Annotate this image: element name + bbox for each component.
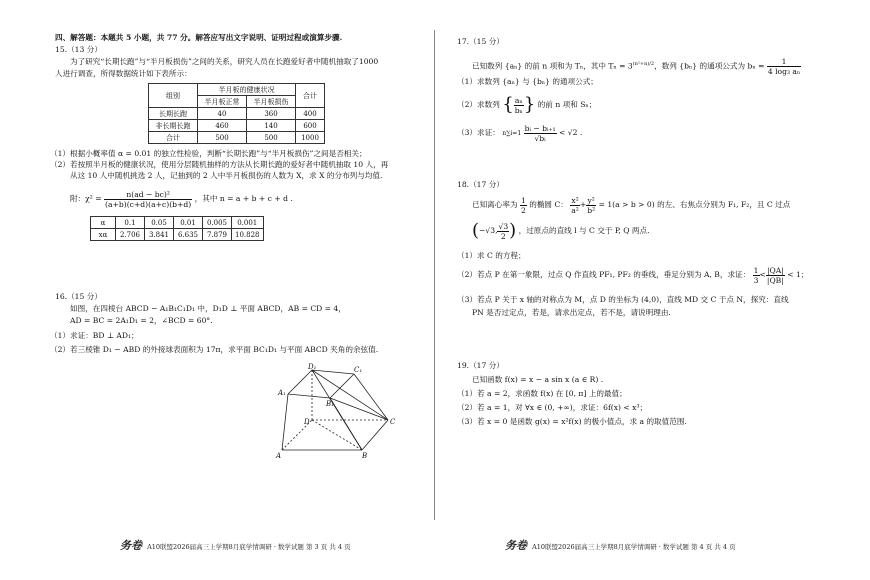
q17-fraction <box>524 124 557 143</box>
q17-fraction <box>767 57 801 76</box>
formula-suffix: ，其中 n = a + b + c + d . <box>194 194 293 203</box>
formula-prefix: 附：χ² = <box>70 194 102 203</box>
edge-a1b1 <box>288 394 330 398</box>
table-cell: 0.01 <box>174 217 203 229</box>
q18-line2 <box>472 220 650 242</box>
table-header-status: 半月板的健康状况 <box>198 84 296 96</box>
brace-close: } <box>523 94 536 115</box>
edge-a1a <box>282 394 288 450</box>
table-cell: 0.05 <box>145 217 174 229</box>
table-cell: 600 <box>296 120 325 132</box>
brace-open: { <box>502 94 514 115</box>
q17-text: 已知数列 {aₙ} 的前 n 项和为 Tₙ，其中 Tₙ = 3 <box>472 61 633 71</box>
table-cell: 6.635 <box>174 229 203 241</box>
table-row <box>149 108 325 120</box>
table-cell: 非长期长跑 <box>149 120 198 132</box>
table-cell: 0.1 <box>116 217 145 229</box>
numerator: 1 <box>520 195 526 205</box>
table-cell: 400 <box>296 108 325 120</box>
denominator: b² <box>587 205 596 215</box>
denominator: 2 <box>520 205 526 215</box>
q15-intro-line1: 为了研究“长期长跑”与“半月板损伤”之间的关系，研究人员在长跑爱好者中随机抽取了1000 <box>70 57 379 66</box>
numerator: |QA| <box>766 265 784 275</box>
section-header: 四、解答题：本题共 5 小题，共 77 分。解答应写出文字说明、证明过程或演算步骤. <box>55 33 343 42</box>
label-a1: A₁ <box>278 389 286 397</box>
table-cell: 长期长跑 <box>149 108 198 120</box>
right-footer <box>505 537 736 553</box>
q15-part1: （1）根据小概率值 α = 0.01 的独立性检验，判断“长期长跑”与“半月板损伤”之间是否相关； <box>50 149 367 158</box>
table-cell: 3.841 <box>145 229 174 241</box>
q16-part1: （1）求证：BD ⊥ AD₁； <box>50 331 139 340</box>
chi-square-formula <box>70 188 293 210</box>
q19-heading: 19.（17 分） <box>457 361 504 370</box>
segment-d1b <box>312 370 362 450</box>
q17-exponent: (n²+n)/2 <box>632 61 655 67</box>
table-cell: xα <box>91 229 116 241</box>
table-row <box>149 132 325 144</box>
numerator: y² <box>587 195 595 205</box>
q18-fraction <box>497 222 509 241</box>
q18-text: ，过原点的直线 l 与 C 交于 P, Q 两点. <box>518 226 650 235</box>
q17-fraction <box>514 96 524 115</box>
table-header-group: 组别 <box>149 84 198 108</box>
edge-bc <box>362 420 388 450</box>
q17-text: ，数列 {bₙ} 的通项公式为 bₙ = <box>654 61 765 71</box>
q18-heading: 18.（17 分） <box>457 180 504 189</box>
table-cell: 40 <box>198 108 247 120</box>
q18-text: （2）若点 P 在第一象限，过点 Q 作直线 PF₁, PF₂ 的垂线，垂足分别为 A, B，求证： <box>457 270 751 279</box>
table-cell: 500 <box>198 132 247 144</box>
right-page <box>435 0 870 580</box>
table-cell: 500 <box>247 132 296 144</box>
table-header-total: 合计 <box>296 84 325 108</box>
numerator: x² <box>571 195 579 205</box>
numerator: bᵢ − bᵢ₊₁ <box>524 123 556 133</box>
table-row <box>91 217 264 229</box>
denominator: 3 <box>753 275 759 285</box>
numerator: 1 <box>753 265 759 275</box>
q19-line1: 已知函数 f(x) = x − a sin x (a ∈ R) . <box>472 375 604 384</box>
q18-fraction <box>586 196 596 215</box>
q17-text: （3）求证： <box>457 128 500 137</box>
denominator: 4 log₃ aₙ <box>767 67 801 77</box>
edge-c1c <box>354 374 388 420</box>
q18-part1: （1）求 C 的方程； <box>457 251 526 260</box>
label-b1: B₁ <box>326 400 334 408</box>
denominator: bₙ <box>514 105 523 115</box>
q15-heading: 15.（13 分） <box>55 45 102 54</box>
q18-line1: 已知离心率为 $\frac{1}{2}$ 的椭圆 C： $\frac{\text{x²}}{\text{a²}}$ + $\frac{\text{y²}}{\text{b²}}$ = 1(a > b > 0) 的左、右焦点分别为 F₁, F₂，且 C 过点 <box>472 195 791 215</box>
denominator: a² <box>571 205 579 215</box>
denominator: |QB| <box>766 275 784 285</box>
table-cell: α <box>91 217 116 229</box>
table-cell: 1000 <box>296 132 325 144</box>
edge-d1c1 <box>312 370 354 374</box>
q17-part1: （1）求数列 {aₙ} 与 {bₙ} 的通项公式； <box>457 77 598 86</box>
q17-part3 <box>457 122 582 144</box>
paren-close: ) <box>509 220 517 241</box>
logo: 务卷 <box>505 539 527 552</box>
table-cell: 0.005 <box>203 217 232 229</box>
edge-d1a1 <box>288 370 312 394</box>
edge-b1c1 <box>330 374 354 398</box>
q18-fraction <box>520 196 527 215</box>
label-b: B <box>362 452 368 460</box>
q19-part3: （3）若 x = 0 是函数 g(x) = x²f(x) 的极小值点，求 a 的取值范围. <box>457 417 687 426</box>
logo: 务卷 <box>120 539 142 552</box>
table-cell: 360 <box>247 108 296 120</box>
q16-heading: 16.（15 分） <box>55 292 102 301</box>
numerator: √3 <box>498 221 509 231</box>
denominator: √bᵢ <box>534 133 546 143</box>
formula-fraction <box>104 190 192 209</box>
table-header-normal: 半月板正常 <box>198 96 247 108</box>
table-row <box>91 229 264 241</box>
q17-part2 <box>457 94 596 116</box>
denominator: 2 <box>500 231 506 241</box>
q18-part2: （2）若点 P 在第一象限，过点 Q 作直线 PF₁, PF₂ 的垂线，垂足分别为 A, B，求证： $\frac{1}{3}$ < $\frac{|QA|}{|QB|}$ < 1； <box>457 265 809 285</box>
table-cell: 2.706 <box>116 229 145 241</box>
q18-part3-line1: （3）若点 P 关于 x 轴的对称点为 M，点 D 的坐标为 (4,0)，直线 MD 交 C 于点 N，探究：直线 <box>457 295 789 304</box>
q18-text: 已知离心率为 <box>472 200 518 209</box>
paren-open: ( <box>472 220 480 241</box>
label-c1: C₁ <box>354 366 363 374</box>
numerator: aₙ <box>514 95 523 105</box>
label-a: A <box>276 452 282 460</box>
q18-text: 的椭圆 C： <box>529 200 568 209</box>
footer-text: A10联盟2026届高三上学期8月底学情调研 · 数学试题 第 4 页 共 4 页 <box>532 543 736 551</box>
q19-part1: （1）若 a = 2，求函数 f(x) 在 [0, π] 上的最值； <box>457 389 627 398</box>
footer-text: A10联盟2026届高三上学期8月底学情调研 · 数学试题 第 3 页 共 4 页 <box>147 543 351 551</box>
q15-part2-line1: （2）若按照半月板的健康状况，使用分层随机抽样的方法从长期长跑的爱好者中随机抽取 10 人，再 <box>50 160 389 169</box>
label-d: D <box>304 418 310 426</box>
q18-text: = 1(a > b > 0) 的左、右焦点分别为 F₁, F₂，且 C 过点 <box>598 200 791 209</box>
q15-intro-line2: 人进行调查，所得数据统计如下表所示： <box>55 69 192 78</box>
segment-bd <box>312 420 362 450</box>
table-cell: 10.828 <box>232 229 264 241</box>
formula-denominator: (a+b)(c+d)(a+c)(b+d) <box>105 199 192 209</box>
table-cell: 合计 <box>149 132 198 144</box>
q17-text: < √2 . <box>559 128 583 137</box>
table-row <box>149 120 325 132</box>
q18-part3-line2: PN 是否过定点，若是，请求出定点，若不是，请说明理由. <box>472 308 671 317</box>
q18-fraction <box>753 266 760 285</box>
table-cell: 7.879 <box>203 229 232 241</box>
q16-part2: （2）若三棱锥 D₁ − ABD 的外接球表面积为 17π，求平面 BC₁D₁ 与平面 ABCD 夹角的余弦值. <box>50 345 379 354</box>
q18-fraction <box>570 196 580 215</box>
left-footer <box>120 537 351 553</box>
q17-heading: 17.（15 分） <box>457 37 504 46</box>
q18-text: < 1； <box>787 270 809 279</box>
q17-text: （2）求数列 <box>457 100 500 109</box>
table-cell: 460 <box>198 120 247 132</box>
q16-line2: AD = BC = 2A₁D₁ = 2，∠BCD = 60°. <box>70 316 213 325</box>
summation: n∑i=1 <box>502 130 522 137</box>
label-c: C <box>390 418 396 426</box>
q18-text: −√3, <box>479 226 498 235</box>
numerator: 1 <box>767 57 801 67</box>
table-cell: 0.001 <box>232 217 264 229</box>
q15-part2-line2: 从这 10 人中随机挑选 2 人，记抽到的 2 人中半月板损伤的人数为 X，求 X 的分布列与均值. <box>70 171 383 180</box>
frustum-figure <box>270 362 410 462</box>
q17-line1 <box>472 53 801 75</box>
q18-fraction <box>766 266 785 285</box>
q19-part2: （2）若 a = 1，对 ∀x ∈ (0, +∞)，求证：6f(x) < x³； <box>457 403 648 412</box>
table-cell: 140 <box>247 120 296 132</box>
formula-numerator: n(ad − bc)² <box>104 190 192 200</box>
table-header-injured: 半月板损伤 <box>247 96 296 108</box>
q16-line1: 如图，在四棱台 ABCD − A₁B₁C₁D₁ 中，D₁D ⊥ 平面 ABCD，AB = CD = 4， <box>70 304 346 313</box>
critical-value-table <box>90 216 264 241</box>
label-d1: D₁ <box>308 363 317 371</box>
q17-text: 的前 n 项和 Sₙ； <box>537 100 597 109</box>
q15-data-table <box>148 83 325 144</box>
